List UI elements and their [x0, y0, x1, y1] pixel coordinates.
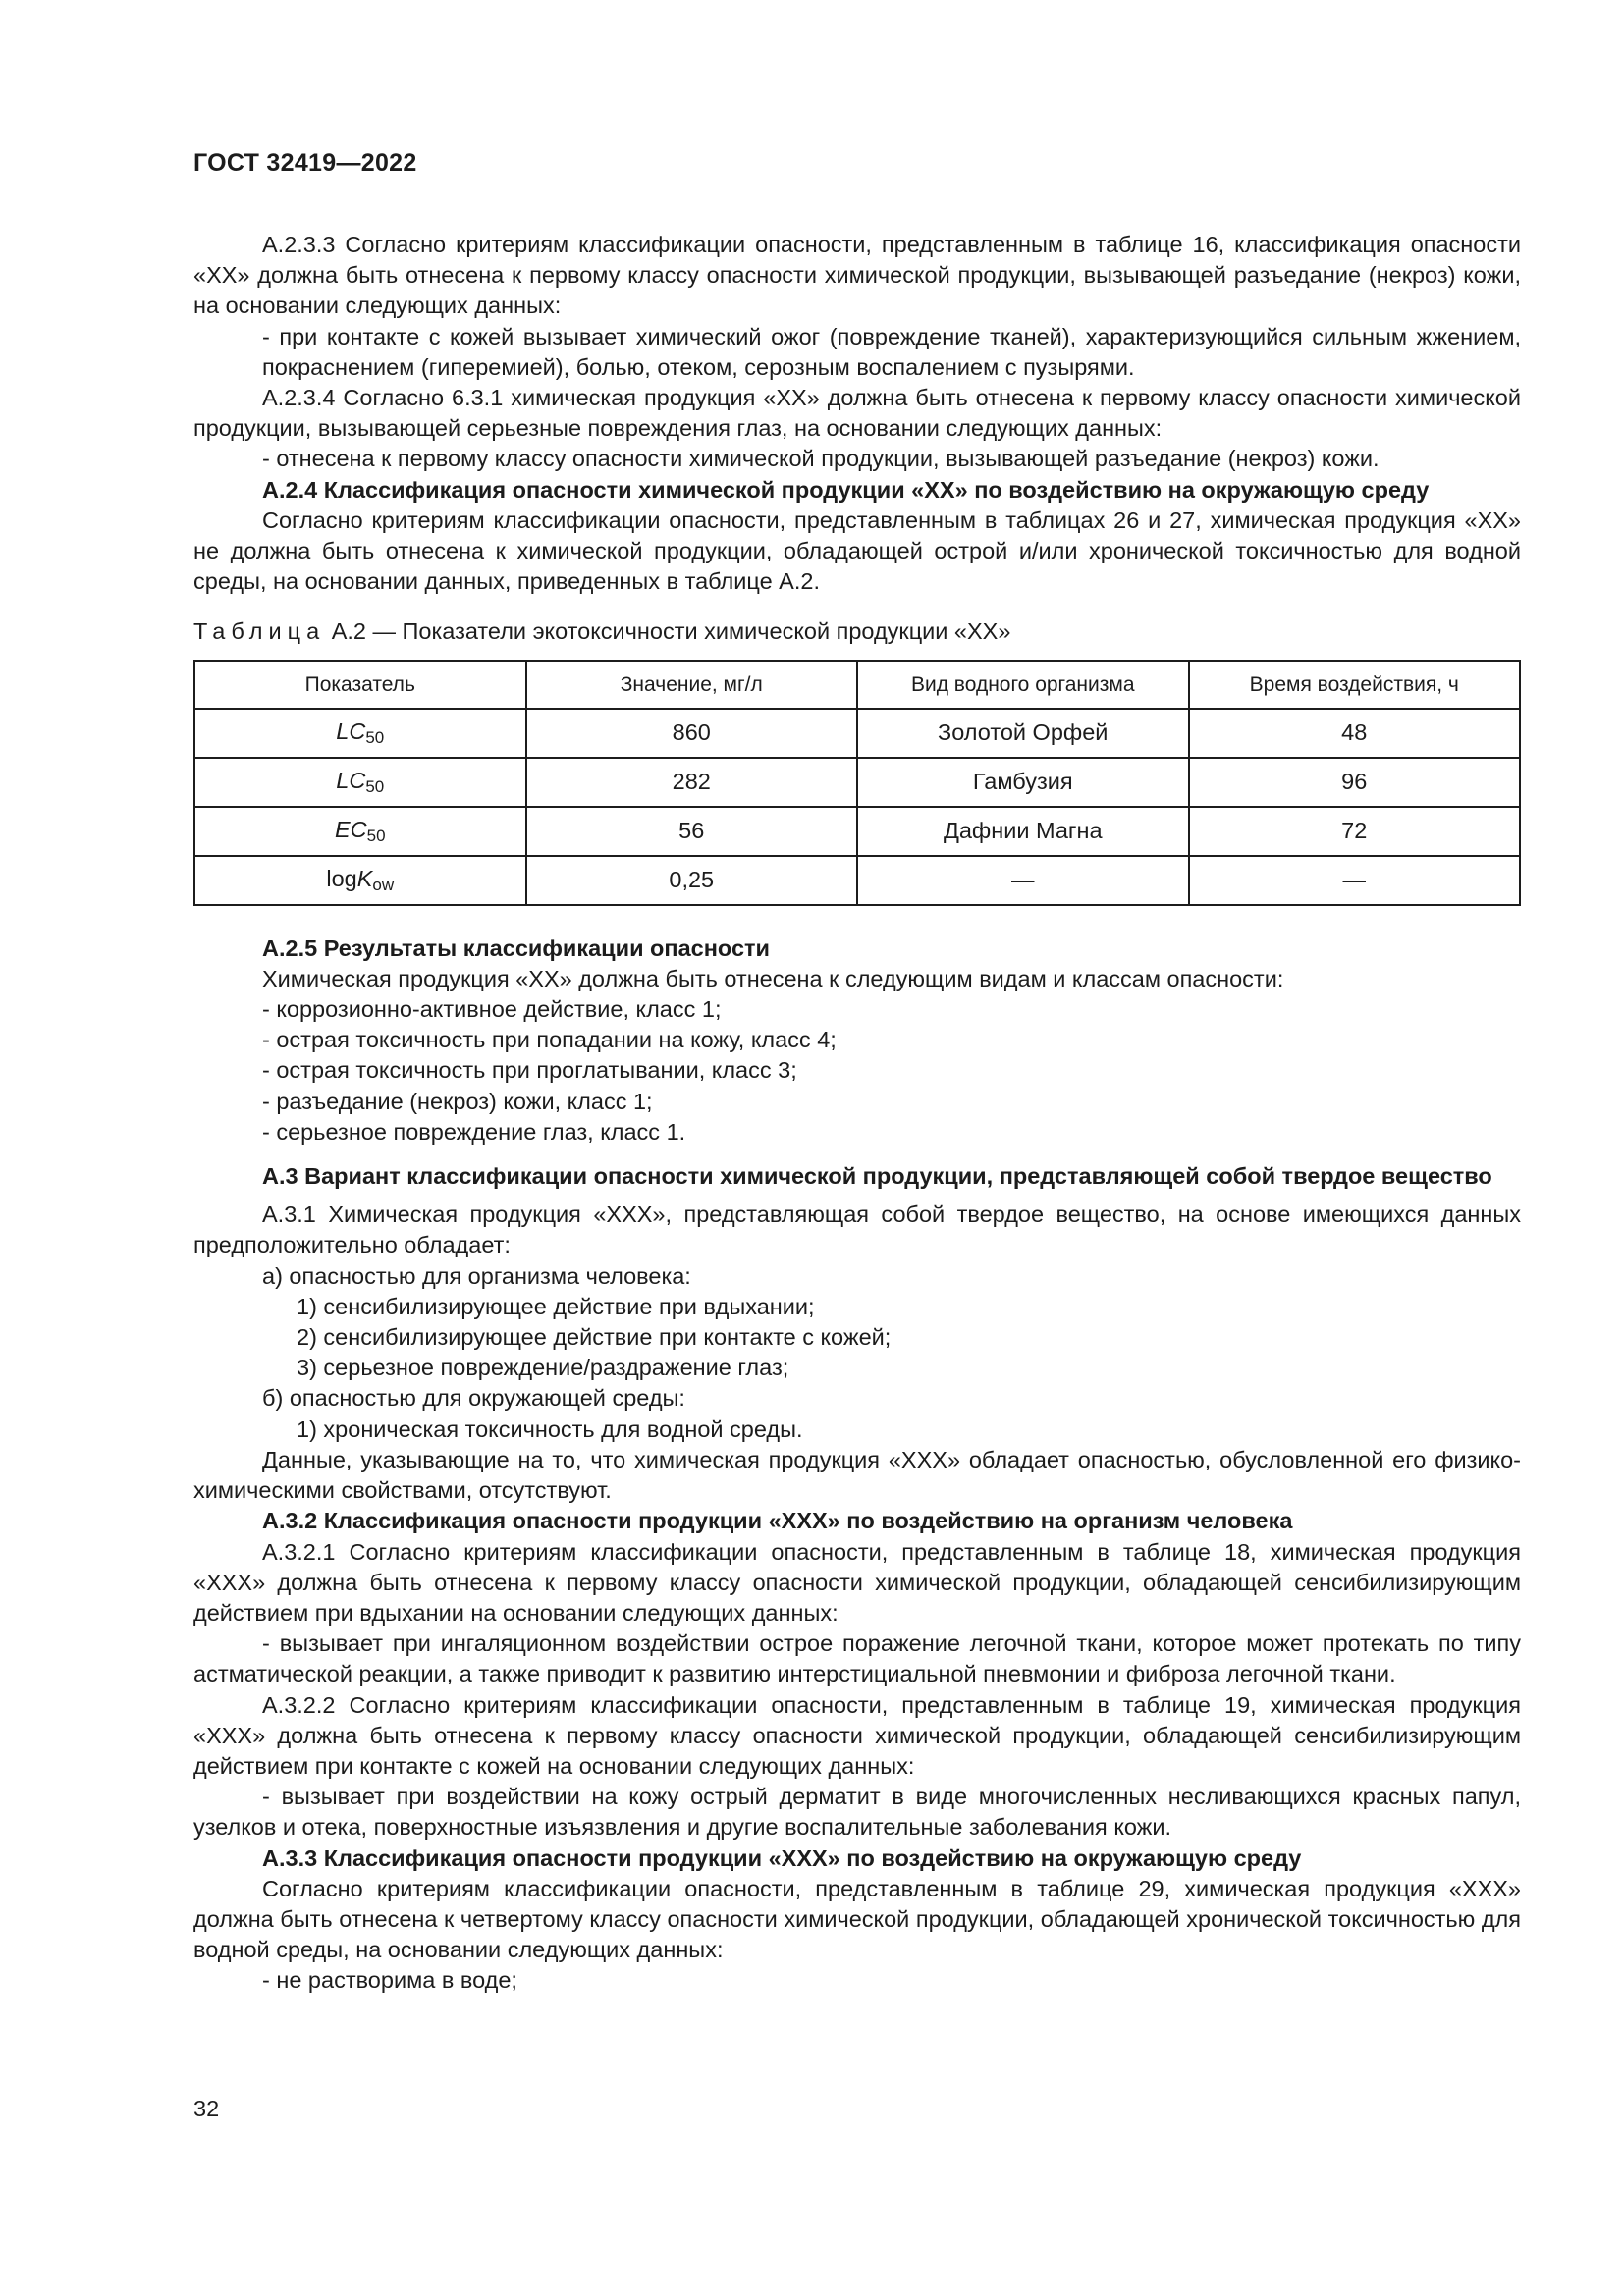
list-item: - коррозионно-активное действие, класс 1;	[193, 994, 1521, 1025]
table-row	[194, 709, 1520, 758]
section-heading-a3: А.3 Вариант классификации опасности химической продукции, представляющей собой твердое вещество	[262, 1163, 1492, 1190]
paragraph-a234: А.2.3.4 Согласно 6.3.1 химическая продукция «ХХ» должна быть отнесена к первому классу опасности химической продукции, вызывающей серьезные повреждения глаз, на основании следующих данных:	[193, 385, 1521, 442]
section-heading-a24: А.2.4 Классификация опасности химической продукции «ХХ» по воздействию на окружающую среду	[262, 476, 1430, 503]
paragraph-a31-note: Данные, указывающие на то, что химическая продукция «ХХХ» обладает опасностью, обусловленной его физико-химическими свойствами, отсутствуют.	[193, 1446, 1521, 1504]
list-heading-b: б) опасностью для окружающей среды:	[262, 1385, 685, 1412]
list-item: - серьезное повреждение глаз, класс 1.	[193, 1117, 1521, 1148]
column-header: Время воздействия, ч	[1189, 661, 1521, 709]
organism-cell: Золотой Орфей	[857, 709, 1189, 758]
list-item: 1) хроническая токсичность для водной среды.	[297, 1415, 803, 1442]
list-item: 3) серьезное повреждение/раздражение глаз;	[297, 1355, 789, 1381]
paragraph-a33: Согласно критериям классификации опасности, представленным в таблице 29, химическая продукция «ХХХ» должна быть отнесена к четвертому классу опасности химической продукции, обладающей хронической токсичностью для водной среды, на основании следующих данных:	[193, 1875, 1521, 1963]
time-cell: 96	[1189, 758, 1521, 807]
value-cell: 0,25	[526, 856, 858, 905]
indicator-cell: logK$_{ow}$	[194, 856, 526, 905]
table-row	[194, 856, 1520, 905]
paragraph-a24: Согласно критериям классификации опасности, представленным в таблицах 26 и 27, химическая продукция «ХХ» не должна быть отнесена к химической продукции, обладающей острой и/или хронической токсичностью для водной среды, на основании данных, приведенных в таблице А.2.	[193, 507, 1521, 595]
list-item: - острая токсичность при попадании на кожу, класс 4;	[193, 1025, 1521, 1055]
indicator-cell: $EC_{50}$	[194, 807, 526, 856]
page-number: 32	[193, 2096, 220, 2121]
document-body	[193, 230, 1521, 1997]
time-cell: 72	[1189, 807, 1521, 856]
table-row	[194, 807, 1520, 856]
section-heading-a32: А.3.2 Классификация опасности продукции «ХХХ» по воздействию на организм человека	[262, 1508, 1293, 1534]
paragraph-a25: Химическая продукция «ХХ» должна быть отнесена к следующим видам и классам опасности:	[262, 965, 1284, 991]
column-header: Значение, мг/л	[526, 661, 858, 709]
column-header: Вид водного организма	[857, 661, 1189, 709]
paragraph-a31: А.3.1 Химическая продукция «ХХХ», представляющая собой твердое вещество, на основе имеющихся данных предположительно обладает:	[193, 1201, 1521, 1258]
indicator-cell: $LC_{50}$	[194, 709, 526, 758]
list-item: - разъедание (некроз) кожи, класс 1;	[193, 1087, 1521, 1117]
table-row	[194, 758, 1520, 807]
list-item: - острая токсичность при проглатывании, класс 3;	[193, 1055, 1521, 1086]
paragraph-a322: А.3.2.2 Согласно критериям классификации опасности, представленным в таблице 19, химическая продукция «ХХХ» должна быть отнесена к первому классу опасности химической продукции, обладающей сенсибилизирующим действием при контакте с кожей на основании следующих данных:	[193, 1691, 1521, 1779]
table-caption-word: Таблица	[193, 618, 326, 645]
table-header-row	[194, 661, 1520, 709]
paragraph-a321: А.3.2.1 Согласно критериям классификации опасности, представленным в таблице 18, химическая продукция «ХХХ» должна быть отнесена к первому классу опасности химической продукции, обладающей сенсибилизирующим действием при вдыхании на основании следующих данных:	[193, 1538, 1521, 1626]
time-cell: —	[1189, 856, 1521, 905]
list-item: - вызывает при воздействии на кожу острый дерматит в виде многочисленных несливающихся красных папул, узелков и отека, поверхностные изъязвления и другие воспалительные заболевания кожи.	[193, 1782, 1521, 1842]
value-cell: 860	[526, 709, 858, 758]
list-heading-a: а) опасностью для организма человека:	[262, 1262, 691, 1289]
list-item: 2) сенсибилизирующее действие при контакте с кожей;	[297, 1324, 892, 1351]
organism-cell: Дафнии Магна	[857, 807, 1189, 856]
value-cell: 56	[526, 807, 858, 856]
list-item: 1) сенсибилизирующее действие при вдыхании;	[297, 1293, 815, 1319]
table-caption-text: А.2 — Показатели экотоксичности химической продукции «ХХ»	[331, 618, 1011, 645]
ecotoxicity-table	[193, 660, 1521, 906]
value-cell: 282	[526, 758, 858, 807]
indicator-cell: $LC_{50}$	[194, 758, 526, 807]
paragraph-a233: А.2.3.3 Согласно критериям классификации опасности, представленным в таблице 16, классификация опасности «ХХ» должна быть отнесена к первому классу опасности химической продукции, вызывающей разъедание (некроз) кожи, на основании следующих данных:	[193, 232, 1521, 319]
section-heading-a33: А.3.3 Классификация опасности продукции «ХХХ» по воздействию на окружающую среду	[262, 1844, 1302, 1871]
list-item: - отнесена к первому классу опасности химической продукции, вызывающей разъедание (некроз) кожи.	[193, 444, 1521, 474]
list-item: - при контакте с кожей вызывает химический ожог (повреждение тканей), характеризующийся сильным жжением, покраснением (гиперемией), болью, отеком, серозным воспалением с пузырями.	[193, 322, 1521, 383]
document-header: ГОСТ 32419—2022	[193, 149, 417, 177]
list-item: - вызывает при ингаляционном воздействии острое поражение легочной ткани, которое может протекать по типу астматической реакции, а также приводит к развитию интерстициальной пневмонии и фиброза легочной ткани.	[193, 1629, 1521, 1689]
organism-cell: Гамбузия	[857, 758, 1189, 807]
list-item: - не растворима в воде;	[193, 1965, 1521, 1996]
time-cell: 48	[1189, 709, 1521, 758]
section-heading-a25: А.2.5 Результаты классификации опасности	[262, 934, 770, 961]
column-header: Показатель	[194, 661, 526, 709]
organism-cell: —	[857, 856, 1189, 905]
table-caption	[193, 616, 1521, 647]
